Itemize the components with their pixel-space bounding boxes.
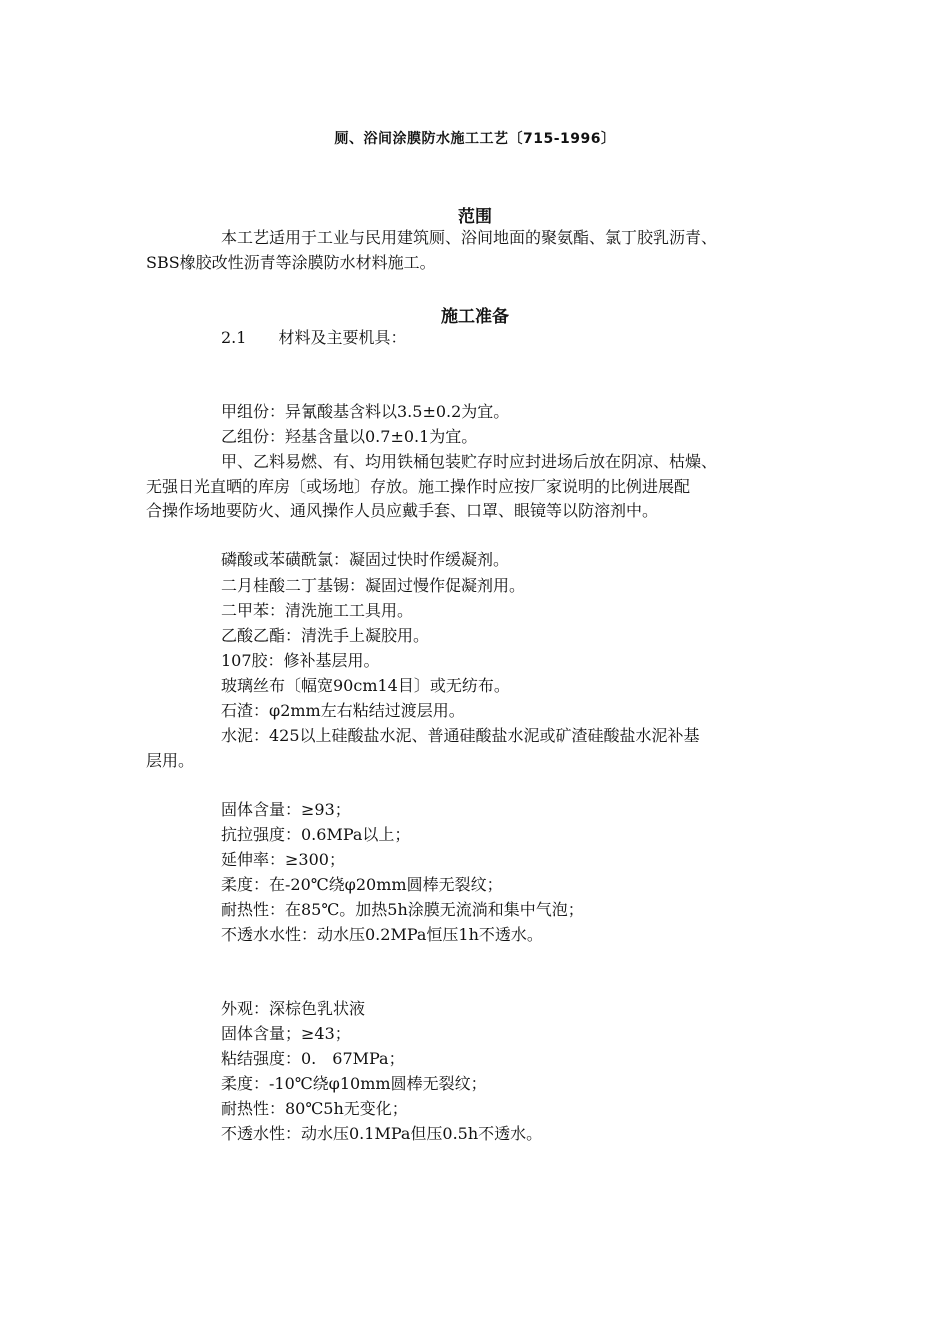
list-item: 柔度：-10℃绕φ10mm圆棒无裂纹；	[221, 1074, 487, 1093]
subsection-label: 2.1 材料及主要机具：	[221, 328, 407, 347]
document-title: 厕、浴间涂膜防水施工工艺〔715-1996〕	[334, 131, 616, 147]
paragraph-line: 乙组份：羟基含量以0.7±0.1为宜。	[221, 427, 478, 446]
paragraph-line: 本工艺适用于工业与民用建筑厕、浴间地面的聚氨酯、氯丁胶乳沥青、	[221, 228, 718, 247]
list-item: 固体含量；≥43；	[221, 1024, 351, 1043]
paragraph-line: 甲组份：异氰酸基含料以3.5±0.2为宜。	[221, 402, 510, 421]
list-item: 粘结强度：0. 67MPa；	[221, 1049, 405, 1068]
paragraph-line: 甲、乙料易燃、有、均用铁桶包装贮存时应封进场后放在阴凉、枯燥、	[221, 452, 718, 471]
list-item: 不透水性：动水压0.1MPa但压0.5h不透水。	[221, 1124, 543, 1143]
list-item: 层用。	[146, 751, 195, 770]
list-item: 二甲苯：清洗施工工具用。	[221, 601, 414, 620]
paragraph-line: 合操作场地要防火、通风操作人员应戴手套、口罩、眼镜等以防溶剂中。	[146, 501, 659, 520]
section-heading-preparation: 施工准备	[441, 307, 509, 327]
list-item: 磷酸或苯磺酰氯：凝固过快时作缓凝剂。	[221, 550, 510, 569]
list-item: 固体含量：≥93；	[221, 800, 351, 819]
list-item: 柔度：在-20℃绕φ20mm圆棒无裂纹；	[221, 875, 503, 894]
list-item: 玻璃丝布〔幅宽90cm14目〕或无纺布。	[221, 676, 510, 695]
list-item: 外观：深棕色乳状液	[221, 999, 366, 1018]
list-item: 石渣：φ2mm左右粘结过渡层用。	[221, 701, 465, 720]
list-item: 延伸率：≥300；	[221, 850, 345, 869]
paragraph-line: SBS橡胶改性沥青等涂膜防水材料施工。	[146, 253, 436, 272]
list-item: 107胶：修补基层用。	[221, 651, 380, 670]
list-item: 抗拉强度：0.6MPa以上；	[221, 825, 411, 844]
list-item: 水泥：425以上硅酸盐水泥、普通硅酸盐水泥或矿渣硅酸盐水泥补基	[221, 726, 700, 745]
list-item: 耐热性：在85℃。加热5h涂膜无流淌和集中气泡；	[221, 900, 584, 919]
section-heading-scope: 范围	[458, 207, 492, 227]
list-item: 乙酸乙酯：清洗手上凝胶用。	[221, 626, 430, 645]
list-item: 耐热性：80℃5h无变化；	[221, 1099, 408, 1118]
list-item: 不透水水性：动水压0.2MPa恒压1h不透水。	[221, 925, 543, 944]
list-item: 二月桂酸二丁基锡：凝固过慢作促凝剂用。	[221, 576, 526, 595]
paragraph-line: 无强日光直晒的库房〔或场地〕存放。施工操作时应按厂家说明的比例进展配	[146, 477, 691, 496]
